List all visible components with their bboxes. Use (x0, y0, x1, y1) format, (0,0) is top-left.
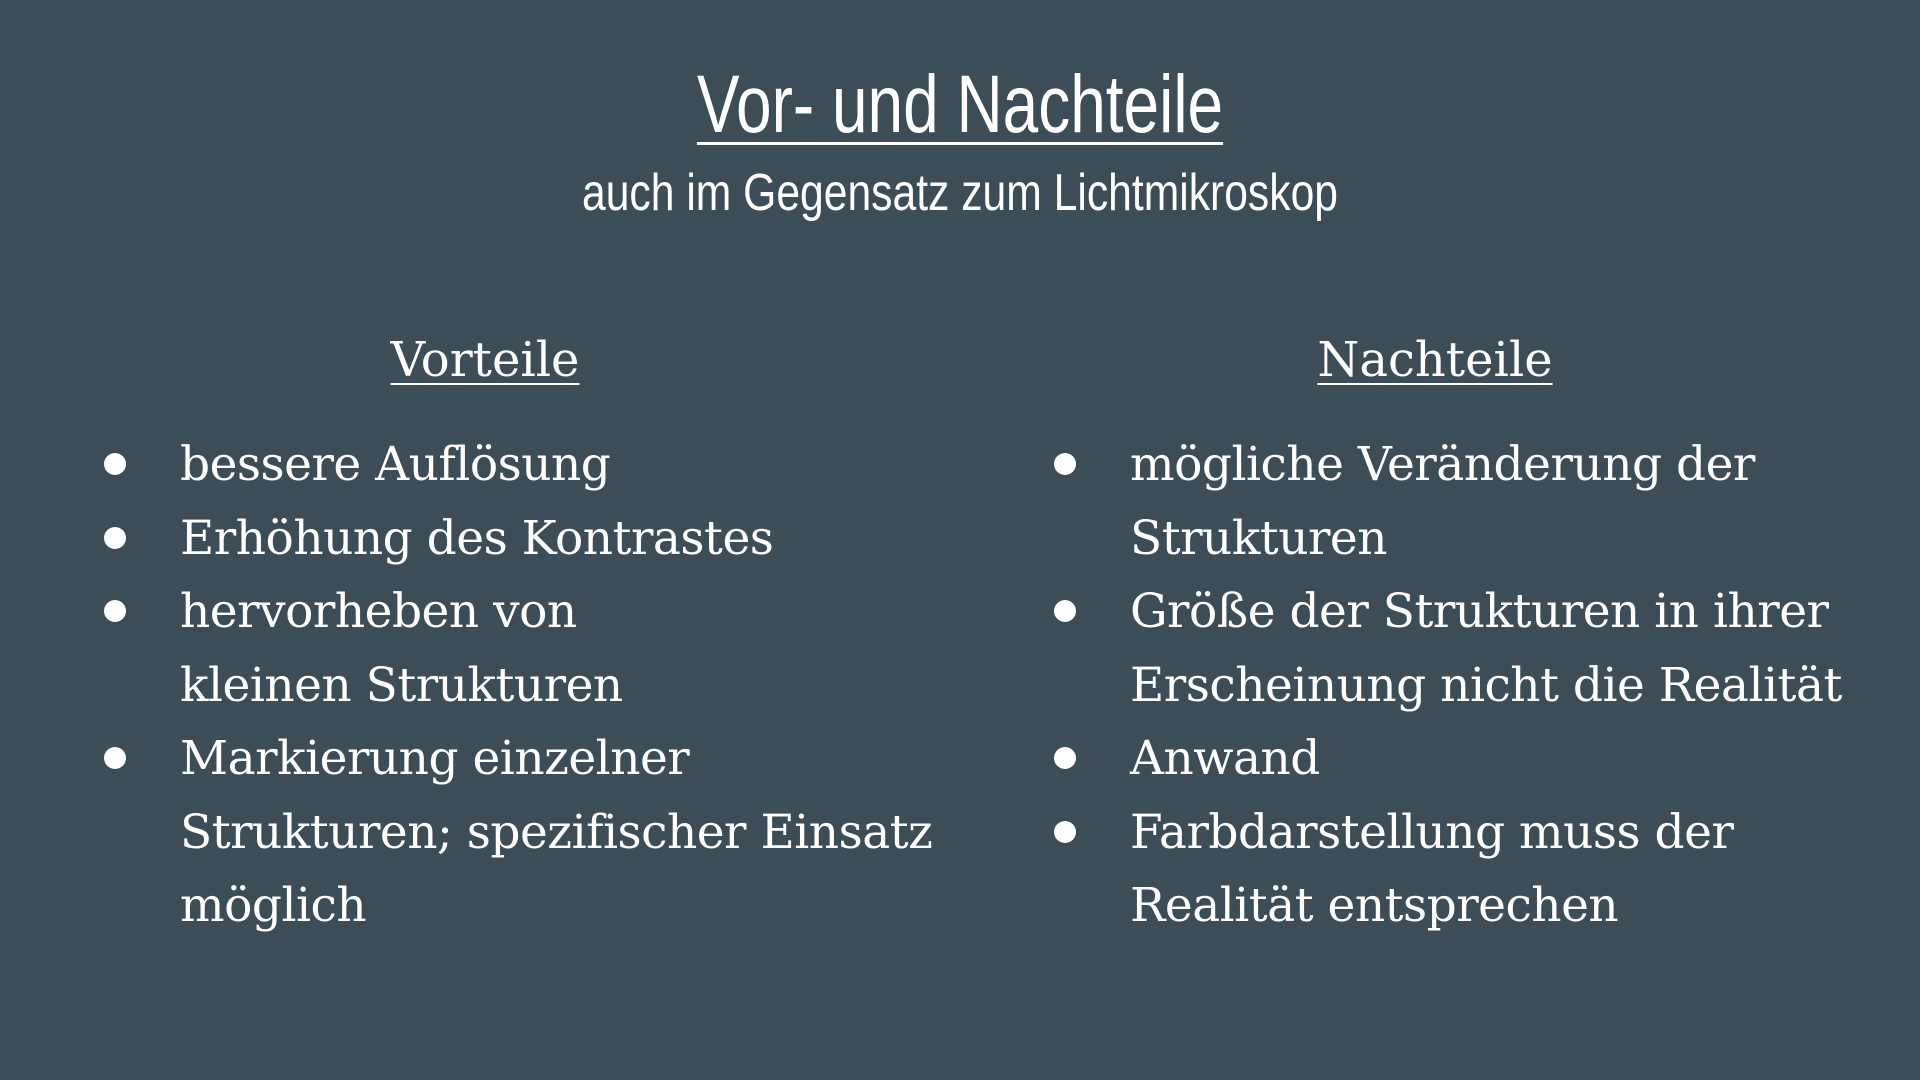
list-item-text: mögliche Veränderung der Strukturen (1130, 437, 1755, 566)
disadvantages-column (1040, 325, 1870, 943)
list-item (1040, 722, 1870, 796)
bullet-icon (1054, 453, 1076, 475)
list-item (1040, 575, 1910, 722)
bullet-icon (104, 453, 126, 475)
bullet-icon (104, 747, 126, 769)
bullet-icon (104, 527, 126, 549)
list-item-text: Farbdarstellung muss der Realität entsprechen (1130, 804, 1734, 933)
advantages-heading: Vorteile (390, 332, 580, 388)
bullet-icon (1054, 600, 1076, 622)
list-item-text: Markierung einzelner Strukturen; spezifischer Einsatz möglich (180, 731, 933, 933)
list-item-text: Erhöhung des Kontrastes (180, 510, 774, 566)
list-item-text: Anwand (1130, 731, 1320, 786)
advantages-column (90, 325, 933, 943)
disadvantages-heading: Nachteile (1317, 332, 1553, 388)
bullet-icon (1054, 747, 1076, 769)
list-item (90, 722, 940, 943)
list-item-text: Größe der Strukturen in ihrer Erscheinung nicht die Realität (1130, 584, 1842, 713)
slide-subtitle: auch im Gegensatz zum Lichtmikroskop (582, 164, 1338, 222)
slide-title: Vor- und Nachteile (696, 59, 1224, 150)
bullet-icon (1054, 821, 1076, 843)
advantages-list (90, 428, 933, 943)
list-item-text: bessere Auflösung (180, 437, 611, 492)
disadvantages-list (1040, 428, 1870, 943)
list-item (90, 502, 890, 576)
list-item (90, 428, 890, 502)
bullet-icon (104, 600, 126, 622)
list-item (1040, 796, 1790, 943)
list-item-text: hervorheben von kleinen Strukturen (180, 584, 623, 713)
list-item (1040, 428, 1810, 575)
list-item (90, 575, 740, 722)
